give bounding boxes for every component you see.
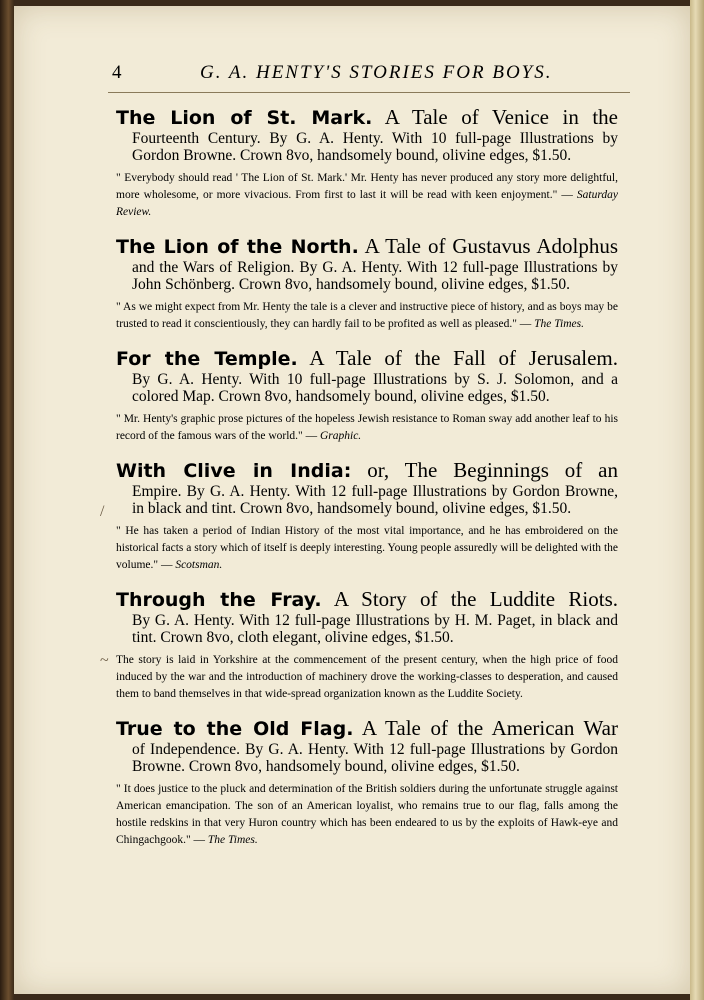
entry-heading (116, 235, 618, 259)
running-title: G. A. HENTY'S STORIES FOR BOYS. (200, 62, 553, 83)
book-entry (116, 235, 618, 333)
quote-text: " As we might expect from Mr. Henty the tale is a clever and instructive piece of history, and as boys may be trusted to read it conscientiously, they can hardly fail to be profited as well as pleased." — (116, 301, 618, 330)
quote-source: Graphic. (319, 430, 362, 442)
book-subtitle: A Tale of the Fall of Jerusalem. (309, 346, 619, 370)
entry-heading (116, 717, 618, 741)
book-subtitle: A Tale of the American War (361, 716, 618, 740)
quote-source: The Times. (534, 318, 584, 330)
margin-pencil-mark: / (100, 503, 105, 520)
quote-source: Saturday Review. (116, 189, 618, 218)
page-edge (690, 0, 704, 1000)
quote-source: The Times. (207, 834, 258, 846)
book-details: By G. A. Henty. With 12 full-page Illustrations by H. M. Paget, in black and tint. Crown 8vo, cloth elegant, olivine edges, $1.50. (132, 612, 618, 646)
book-subtitle: or, The Beginnings of an (367, 458, 618, 482)
header-rule (108, 92, 630, 93)
book-subtitle: A Story of the Luddite Riots. (333, 587, 618, 611)
quote-text: " It does justice to the pluck and determination of the British soldiers during the unfortunate struggle against American emancipation. The son of an American loyalist, who remains true to our flag, falls among the hostile redskins in that very Huron country which has been endeared to us by the exploits of Hawk-eye and Chingachgook." — (116, 783, 618, 846)
book-details: and the Wars of Religion. By G. A. Henty. With 12 full-page Illustrations by John Schönberg. Crown 8vo, handsomely bound, olivine edges, $1.50. (132, 259, 618, 293)
book-listing (116, 106, 618, 863)
book-entry (116, 459, 618, 574)
entry-heading (116, 459, 618, 483)
book-details: Empire. By G. A. Henty. With 12 full-page Illustrations by Gordon Browne, in black and tint. Crown 8vo, handsomely bound, olivine edges, $1.50. (132, 483, 618, 517)
entry-heading (116, 347, 618, 371)
page-number: 4 (112, 62, 124, 83)
review-quote (116, 170, 618, 221)
book-subtitle: A Tale of Gustavus Adolphus (364, 234, 619, 258)
book-title: The Lion of St. Mark. (116, 107, 373, 129)
book-title: True to the Old Flag. (116, 718, 354, 740)
quote-text: " Mr. Henty's graphic prose pictures of the hopeless Jewish resistance to Roman sway add another leaf to his record of the famous wars of the world." — (116, 413, 618, 442)
quote-text: " Everybody should read ' The Lion of St. Mark.' Mr. Henty has never produced any story more delightful, more wholesome, or more vivacious. From first to last it will be read with keen enjoyment." — (116, 172, 618, 201)
book-title: The Lion of the North. (116, 236, 359, 258)
book-entry (116, 588, 618, 703)
quote-text: " He has taken a period of Indian History of the most vital importance, and he has embroidered on the historical facts a story which of itself is deeply interesting. Young people assuredly will be delighted with the volume." — (116, 525, 618, 571)
entry-heading (116, 588, 618, 612)
review-quote (116, 523, 618, 574)
book-title: With Clive in India: (116, 460, 352, 482)
quote-source: Scotsman. (175, 559, 223, 571)
quote-text: The story is laid in Yorkshire at the commencement of the present century, when the high price of food induced by the war and the introduction of machinery drove the working-classes to desperation, and caused them to band themselves in that wide-spread organization known as the Luddite Society. (116, 654, 618, 700)
book-details: By G. A. Henty. With 10 full-page Illustrations by S. J. Solomon, and a colored Map. Crown 8vo, handsomely bound, olivine edges, $1.50. (132, 371, 618, 405)
review-quote (116, 411, 618, 445)
review-quote (116, 299, 618, 333)
margin-pencil-mark: ~ (100, 652, 109, 669)
book-entry (116, 347, 618, 445)
book-title: Through the Fray. (116, 589, 322, 611)
review-quote (116, 652, 618, 703)
book-title: For the Temple. (116, 348, 298, 370)
book-subtitle: A Tale of Venice in the (384, 105, 618, 129)
entry-heading (116, 106, 618, 130)
book-details: Fourteenth Century. By G. A. Henty. With 10 full-page Illustrations by Gordon Browne. Crown 8vo, handsomely bound, olivine edges, $1.50. (132, 130, 618, 164)
book-entry (116, 717, 618, 849)
book-details: of Independence. By G. A. Henty. With 12 full-page Illustrations by Gordon Browne. Crown 8vo, handsomely bound, olivine edges, $1.50. (132, 741, 618, 775)
review-quote (116, 781, 618, 849)
book-entry (116, 106, 618, 221)
book-spine (0, 0, 14, 1000)
